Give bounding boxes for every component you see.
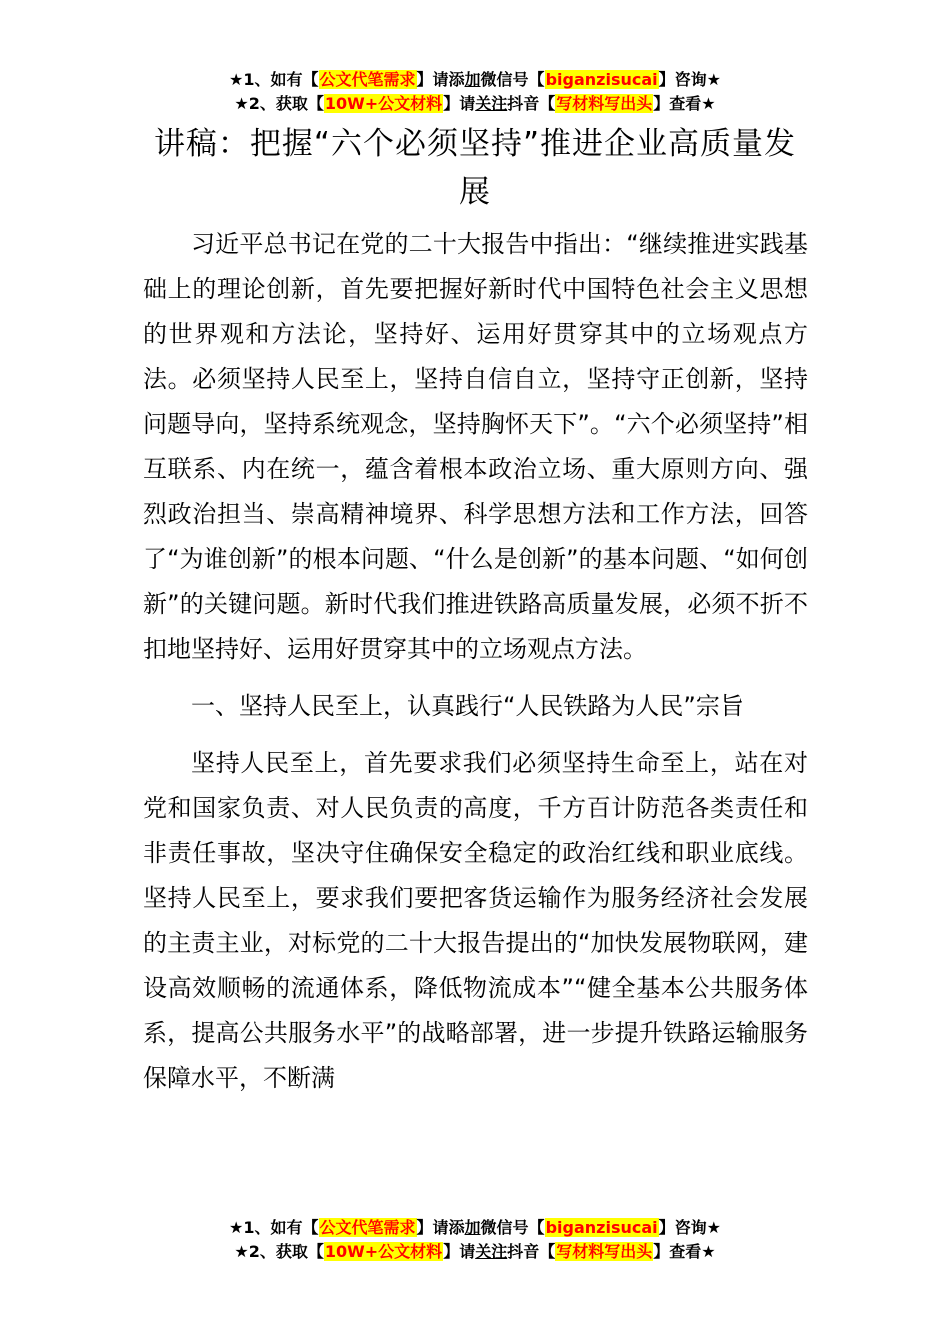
banner-text: 微信号【 [480, 70, 545, 89]
banner-text: 】请添 [416, 70, 465, 89]
banner-text: 】请 [443, 1242, 476, 1261]
banner-highlight: 写材料写出头 [556, 1242, 653, 1261]
banner-line-2 [0, 1240, 950, 1264]
footer-banner [0, 1216, 950, 1264]
banner-text: 抖音【 [507, 94, 556, 113]
banner-emphasis: 加 [464, 70, 481, 89]
banner-text: 】查看★ [653, 94, 716, 113]
banner-emphasis: 关注 [475, 1242, 508, 1261]
banner-highlight: 10W+公文材料 [324, 1242, 443, 1261]
banner-line-1 [0, 68, 950, 92]
banner-highlight: biganzisucai [545, 70, 658, 89]
banner-line-2 [0, 92, 950, 116]
banner-text: 抖音【 [507, 1242, 556, 1261]
document-body [143, 222, 808, 1113]
paragraph-section-1: 坚持人民至上，首先要求我们必须坚持生命至上，站在对党和国家负责、对人民负责的高度，千方百计防范各类责任和非责任事故，坚决守住确保安全稳定的政治红线和职业底线。坚持人民至上，要求我们要把客货运输作为服务经济社会发展的主责主业，对标党的二十大报告提出的“加快发展物联网，建设高效顺畅的流通体系，降低物流成本”“健全基本公共服务体系，提高公共服务水平”的战略部署，进一步提升铁路运输服务保障水平，不断满 [143, 749, 808, 1092]
banner-text: 】请添 [416, 1218, 465, 1237]
banner-highlight: 写材料写出头 [556, 94, 653, 113]
banner-emphasis: 关注 [475, 94, 508, 113]
banner-text: ★2、获取【 [234, 94, 324, 113]
banner-text: 微信号【 [480, 1218, 545, 1237]
banner-text: ★1、如有【 [229, 70, 319, 89]
document-title: 讲稿：把握“六个必须坚持”推进企业高质量发展 [153, 126, 797, 210]
banner-highlight: 公文代笔需求 [319, 1218, 416, 1237]
banner-text: ★1、如有【 [229, 1218, 319, 1237]
banner-line-1 [0, 1216, 950, 1240]
banner-highlight: 10W+公文材料 [324, 94, 443, 113]
banner-text: 】咨询★ [658, 1218, 721, 1237]
banner-text: 】请 [443, 94, 476, 113]
banner-highlight: 公文代笔需求 [319, 70, 416, 89]
banner-highlight: biganzisucai [545, 1218, 658, 1237]
banner-text: ★2、获取【 [234, 1242, 324, 1261]
paragraph-intro: 习近平总书记在党的二十大报告中指出：“继续推进实践基础上的理论创新，首先要把握好新时代中国特色社会主义思想的世界观和方法论，坚持好、运用好贯穿其中的立场观点方法。必须坚持人民至上，坚持自信自立，坚持守正创新，坚持问题导向，坚持系统观念，坚持胸怀天下”。“六个必须坚持”相互联系、内在统一，蕴含着根本政治立场、重大原则方向、强烈政治担当、崇高精神境界、科学思想方法和工作方法，回答了“为谁创新”的根本问题、“什么是创新”的基本问题、“如何创新”的关键问题。新时代我们推进铁路高质量发展，必须不折不扣地坚持好、运用好贯穿其中的立场观点方法。 [143, 230, 808, 663]
banner-text: 】查看★ [653, 1242, 716, 1261]
banner-text: 】咨询★ [658, 70, 721, 89]
section-heading-1: 一、坚持人民至上，认真践行“人民铁路为人民”宗旨 [191, 692, 744, 720]
banner-emphasis: 加 [464, 1218, 481, 1237]
header-banner [0, 68, 950, 116]
